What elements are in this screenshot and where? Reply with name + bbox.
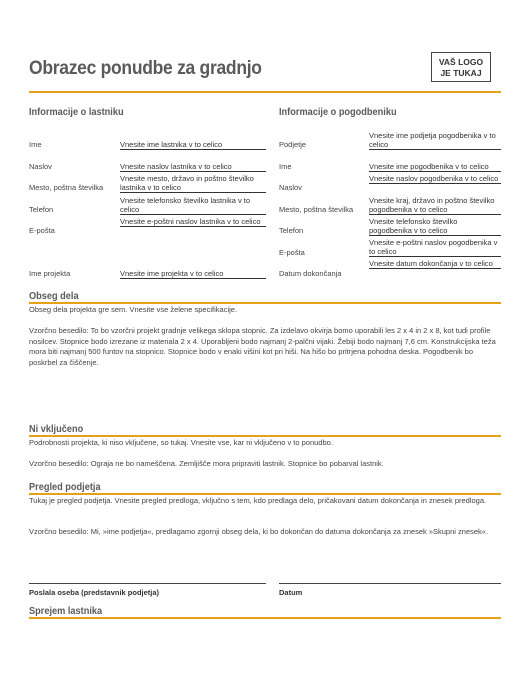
scope-intro[interactable]: Obseg dela projekta gre sem. Vnesite vse želene specifikacije.: [29, 305, 238, 314]
owner-phone-label: Telefon: [29, 205, 54, 214]
scope-divider: [29, 302, 501, 304]
sender-label: Poslala oseba (predstavnik podjetja): [29, 588, 160, 597]
owner-name-field[interactable]: Vnesite ime lastnika v to celico: [120, 140, 266, 150]
contractor-phone-label: Telefon: [279, 226, 304, 235]
completion-date-field[interactable]: Vnesite datum dokončanja v to celico: [369, 259, 501, 269]
owner-city-label: Mesto, poštna številka: [29, 183, 104, 192]
owner-info-heading: Informacije o lastniku: [29, 107, 124, 118]
contractor-city-field[interactable]: Vnesite kraj, državo in poštno številko pogodbenika v to celico: [369, 196, 501, 215]
owner-email-label: E-pošta: [29, 226, 55, 235]
owner-email-field[interactable]: Vnesite e-poštni naslov lastnika v to celico: [120, 217, 266, 227]
contractor-company-field[interactable]: Vnesite ime podjetja pogodbenika v to celico: [369, 131, 501, 150]
header-divider: [29, 91, 501, 93]
contractor-email-field[interactable]: Vnesite e-poštni naslov pogodbenika v to celico: [369, 238, 501, 257]
contractor-phone-field[interactable]: Vnesite telefonsko številko pogodbenika v to celico: [369, 217, 501, 236]
owner-name-label: Ime: [29, 140, 42, 149]
scope-example[interactable]: Vzorčno besedilo: To bo vzorčni projekt gradnje velikega sklopa stopnic. Za izdelavo okvirja bomo uporabili les 2 x 4 in 2 x 8, kot tudi profile nosilcev. Stopnice bodo izrezane iz materiala 2 x 4. Uporabljeni bodo najmanj 2-palčni vijaki. Žebiji bodo najmanj 7,6 cm. Konstrukcijska teža mora biti najmanj 500 funtov na stopnico. Stopnice bodo v enaki višini kot pri hiši. Na hišo bo pritrjena pohodna deska. Pogodbenik bo poskrbel za čiščenje.: [29, 326, 496, 367]
contractor-name-field[interactable]: Vnesite ime pogodbenika v to celico: [369, 162, 501, 172]
preview-intro[interactable]: Tukaj je pregled podjetja. Vnesite pregled predloga, vključno s tem, kdo predlaga delo, pričakovani datum dokončanja in znesek predloga.: [29, 496, 487, 505]
contractor-email-label: E-pošta: [279, 248, 305, 257]
logo-placeholder: [431, 52, 491, 82]
acceptance-divider: [29, 617, 501, 619]
owner-address-field[interactable]: Vnesite naslov lastnika v to celico: [120, 162, 266, 172]
contractor-info-heading: Informacije o pogodbeniku: [279, 107, 397, 118]
preview-heading: Pregled podjetja: [29, 482, 101, 493]
sender-signature-line[interactable]: [29, 583, 266, 584]
project-name-field[interactable]: Vnesite ime projekta v to celico: [120, 269, 266, 279]
not-included-intro[interactable]: Podrobnosti projekta, ki niso vključene, so tukaj. Vnesite vse, kar ni vključeno v to ponudbo.: [29, 438, 333, 447]
owner-city-field[interactable]: Vnesite mesto, državo in poštno številko lastnika v to celico: [120, 174, 266, 193]
not-included-divider: [29, 435, 501, 437]
owner-phone-field[interactable]: Vnesite telefonsko številko lastnika v to celico: [120, 196, 266, 215]
scope-heading: Obseg dela: [29, 291, 79, 302]
preview-example[interactable]: Vzorčno besedilo: Mi, »ime podjetja«, predlagamo zgornji obseg dela, ki bo dokončan do datuma dokončanja za znesek »Skupni znesek«.: [29, 527, 489, 536]
date-signature-line[interactable]: [279, 583, 501, 584]
not-included-heading: Ni vključeno: [29, 424, 84, 435]
logo-line-1: VAŠ LOGO: [438, 57, 484, 67]
contractor-name-label: Ime: [279, 162, 292, 171]
project-name-label: Ime projekta: [29, 269, 71, 278]
preview-divider: [29, 493, 501, 495]
page-title: Obrazec ponudbe za gradnjo: [29, 58, 262, 79]
not-included-example[interactable]: Vzorčno besedilo: Ograja ne bo nameščena. Zemljišče mora pripraviti lastnik. Stopnice bo pobarval lastnik.: [29, 459, 384, 468]
contractor-address-field[interactable]: Vnesite naslov pogodbenika v to celico: [369, 174, 501, 184]
acceptance-heading: Sprejem lastnika: [29, 606, 103, 617]
contractor-city-label: Mesto, poštna številka: [279, 205, 354, 214]
contractor-address-label: Naslov: [279, 183, 302, 192]
owner-address-label: Naslov: [29, 162, 52, 171]
logo-line-2: JE TUKAJ: [440, 68, 482, 78]
date-label: Datum: [279, 588, 303, 597]
completion-date-label: Datum dokončanja: [279, 269, 342, 278]
contractor-company-label: Podjetje: [279, 140, 307, 149]
